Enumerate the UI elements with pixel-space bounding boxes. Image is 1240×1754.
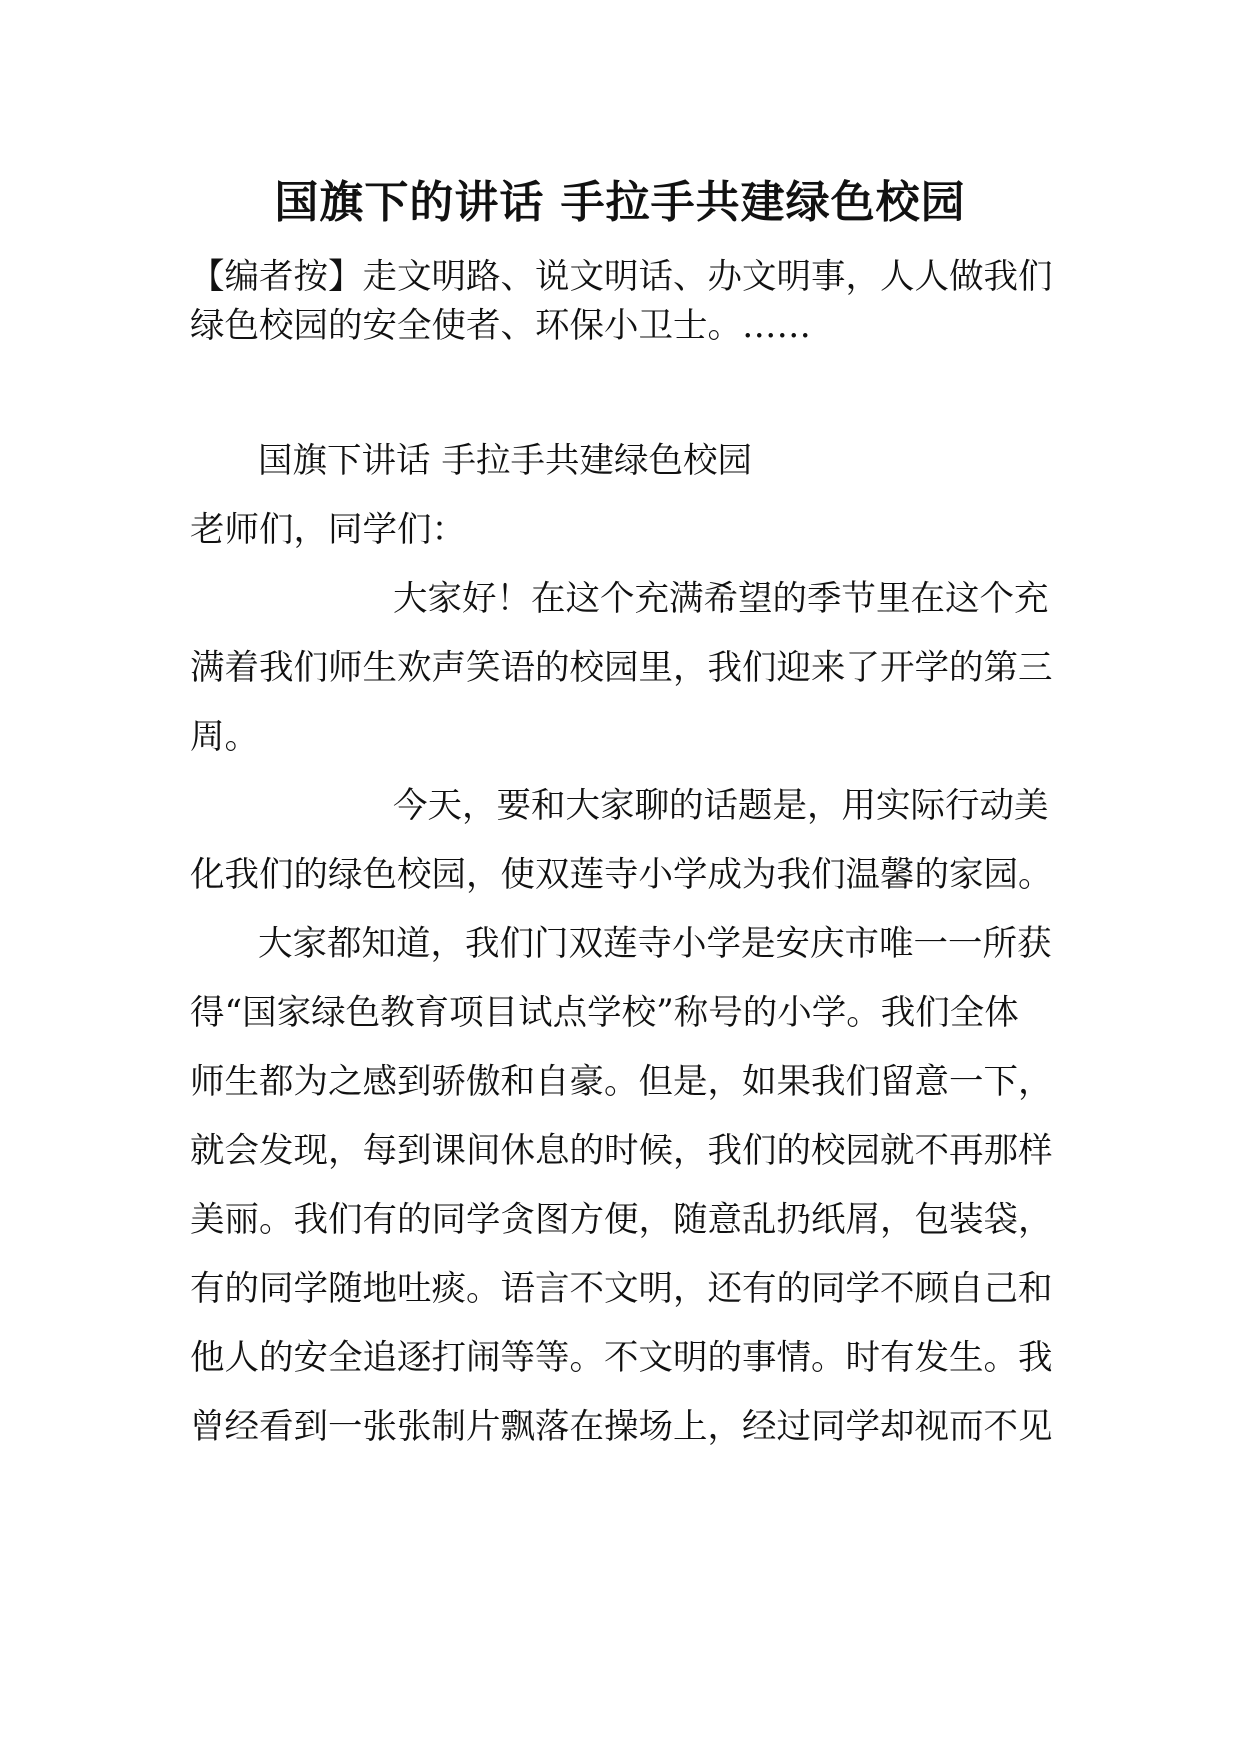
- document-title: 国旗下的讲话 手拉手共建绿色校园: [274, 177, 966, 228]
- paragraph-3-line-6: 有的同学随地吐痰。语言不文明，还有的同学不顾自己和: [190, 1269, 1053, 1309]
- editor-note-line-2: 绿色校园的安全使者、环保小卫士。……: [190, 306, 811, 346]
- speech-subtitle: 国旗下讲话 手拉手共建绿色校园: [258, 441, 752, 481]
- paragraph-2-line-2: 化我们的绿色校园，使双莲寺小学成为我们温馨的家园。: [190, 855, 1053, 895]
- paragraph-3-line-3: 师生都为之感到骄傲和自豪。但是，如果我们留意一下，: [190, 1062, 1053, 1102]
- paragraph-3-line-7: 他人的安全追逐打闹等等。不文明的事情。时有发生。我: [190, 1338, 1053, 1378]
- paragraph-3-line-1: 大家都知道，我们门双莲寺小学是安庆市唯一一所获: [258, 924, 1052, 964]
- paragraph-3-line-2: 得“国家绿色教育项目试点学校”称号的小学。我们全体: [190, 993, 1019, 1033]
- paragraph-3-line-8: 曾经看到一张张制片飘落在操场上，经过同学却视而不见: [190, 1407, 1053, 1447]
- greeting: 老师们，同学们：: [190, 510, 466, 550]
- editor-note-line-1: 【编者按】走文明路、说文明话、办文明事，人人做我们: [190, 257, 1053, 297]
- paragraph-3-line-5: 美丽。我们有的同学贪图方便，随意乱扔纸屑，包装袋，: [190, 1200, 1053, 1240]
- paragraph-3-line-4: 就会发现，每到课间休息的时候，我们的校园就不再那样: [190, 1131, 1053, 1171]
- paragraph-2-line-1: 今天，要和大家聊的话题是，用实际行动美: [393, 786, 1049, 826]
- paragraph-1-line-3: 周。: [190, 717, 259, 757]
- paragraph-1-line-2: 满着我们师生欢声笑语的校园里，我们迎来了开学的第三: [190, 648, 1053, 688]
- paragraph-1-line-1: 大家好！在这个充满希望的季节里在这个充: [393, 579, 1049, 619]
